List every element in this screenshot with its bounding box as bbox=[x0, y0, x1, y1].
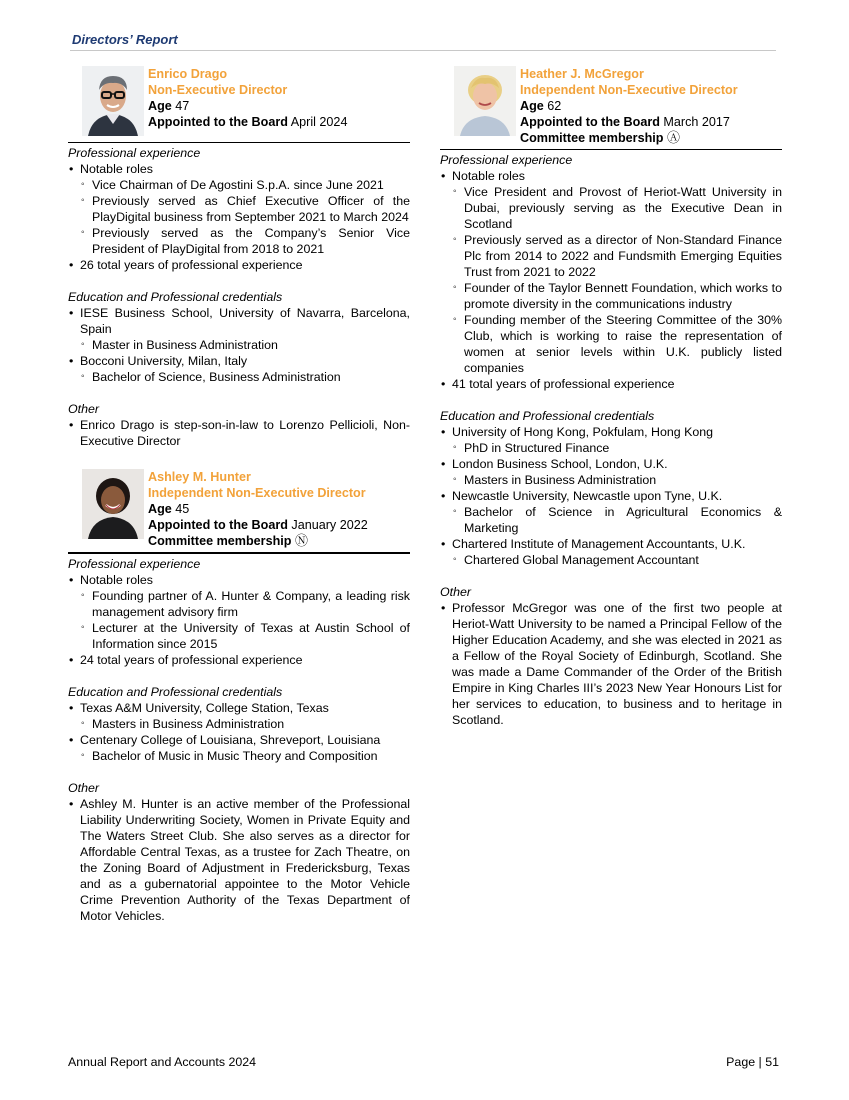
list-item: • Centenary College of Louisiana, Shreveport, Louisiana bbox=[68, 732, 410, 748]
list-item: • Bocconi University, Milan, Italy bbox=[68, 353, 410, 369]
list-item: ◦ PhD in Structured Finance bbox=[440, 440, 782, 456]
other-heading: Other bbox=[68, 780, 99, 795]
education-heading: Education and Professional credentials bbox=[68, 290, 283, 305]
list-item: • 26 total years of professional experience bbox=[68, 257, 410, 273]
list-item: ◦ Previously served as a director of Non-Standard Finance Plc from 2014 to 2022 and Fundsmith Emerging Equities Trust from 2021 to 2022 bbox=[440, 232, 782, 280]
director-role: Independent Non-Executive Director bbox=[148, 486, 366, 501]
left-column bbox=[68, 66, 410, 924]
list-item: ◦ Bachelor of Music in Music Theory and Composition bbox=[68, 748, 410, 764]
page-title: Directors’ Report bbox=[72, 32, 178, 47]
list-item: • IESE Business School, University of Navarra, Barcelona, Spain bbox=[68, 305, 410, 337]
list-item: • University of Hong Kong, Pokfulam, Hong Kong bbox=[440, 424, 782, 440]
list-item: • Newcastle University, Newcastle upon Tyne, U.K. bbox=[440, 488, 782, 504]
experience-heading: Professional experience bbox=[440, 153, 573, 168]
list-item: ◦ Masters in Business Administration bbox=[440, 472, 782, 488]
director-committee: Committee membership Ⓝ bbox=[148, 533, 308, 549]
list-item: • 24 total years of professional experience bbox=[68, 652, 410, 668]
list-item: • Notable roles bbox=[440, 168, 782, 184]
experience-list bbox=[68, 161, 410, 273]
director-age: Age 45 bbox=[148, 502, 190, 517]
section-rule bbox=[68, 142, 410, 143]
list-item: • 41 total years of professional experience bbox=[440, 376, 782, 392]
director-name: Heather J. McGregor bbox=[520, 67, 644, 81]
footer-page-number: Page | 51 bbox=[726, 1055, 779, 1069]
other-list bbox=[68, 796, 410, 924]
director-profile-mcgregor bbox=[440, 66, 782, 728]
list-item: ◦ Lecturer at the University of Texas at Austin School of Information since 2015 bbox=[68, 620, 410, 652]
list-item: ◦ Bachelor of Science, Business Administration bbox=[68, 369, 410, 385]
experience-list bbox=[68, 572, 410, 668]
director-committee: Committee membership Ⓐ bbox=[520, 130, 680, 145]
committee-badge: Ⓐ bbox=[666, 130, 680, 145]
education-list bbox=[68, 700, 410, 764]
director-profile-drago bbox=[68, 66, 410, 449]
education-list bbox=[440, 424, 782, 568]
committee-badge: Ⓝ bbox=[294, 533, 308, 549]
list-item: • Enrico Drago is step-son-in-law to Lorenzo Pellicioli, Non-Executive Director bbox=[68, 417, 410, 449]
education-heading: Education and Professional credentials bbox=[68, 684, 283, 699]
list-item: ◦ Previously served as the Company’s Senior Vice President of PlayDigital from 2018 to 2021 bbox=[68, 225, 410, 257]
other-list bbox=[440, 600, 782, 728]
footer-report-title: Annual Report and Accounts 2024 bbox=[68, 1055, 257, 1069]
list-item: ◦ Chartered Global Management Accountant bbox=[440, 552, 782, 568]
list-item: ◦ Vice President and Provost of Heriot-Watt University in Dubai, previously serving as the Executive Dean in Scotland bbox=[440, 184, 782, 232]
list-item: ◦ Founding partner of A. Hunter & Company, a leading risk management advisory firm bbox=[68, 588, 410, 620]
director-name: Enrico Drago bbox=[148, 67, 228, 81]
director-appointed: Appointed to the Board April 2024 bbox=[148, 115, 348, 129]
experience-list bbox=[440, 168, 782, 392]
list-item: • Notable roles bbox=[68, 161, 410, 177]
section-rule bbox=[440, 149, 782, 150]
list-item: • Notable roles bbox=[68, 572, 410, 588]
portrait-photo-drago bbox=[82, 66, 144, 136]
section-rule bbox=[68, 552, 410, 553]
director-role: Independent Non-Executive Director bbox=[520, 83, 738, 97]
header-divider bbox=[70, 50, 776, 51]
director-name: Ashley M. Hunter bbox=[148, 470, 251, 485]
education-heading: Education and Professional credentials bbox=[440, 409, 655, 424]
list-item: ◦ Founding member of the Steering Committee of the 30% Club, which is working to raise the representation of women at senior levels within U.K. publicly listed companies bbox=[440, 312, 782, 376]
director-profile-hunter bbox=[68, 469, 410, 923]
list-item: • Ashley M. Hunter is an active member of the Professional Liability Underwriting Society, Women in Private Equity and The Waters Street Club. She also serves as a director for Affordable Central Texas, as a trustee for Zach Theatre, on the Zoning Board of Adjustment in Fredericksburg, Texas and as a gubernatorial appointee to the Motor Vehicle Crime Prevention Authority of the Texas Department of Motor Vehicles. bbox=[68, 796, 410, 924]
list-item: • Chartered Institute of Management Accountants, U.K. bbox=[440, 536, 782, 552]
experience-heading: Professional experience bbox=[68, 146, 201, 161]
list-item: • Professor McGregor was one of the first two people at Heriot-Watt University to be named a Principal Fellow of the Higher Education Academy, and she was elected in 2021 as a Fellow of the Royal Society of Edinburgh, Scotland. She was made a Dame Commander of the Order of the British Empire in King Charles III’s 2023 New Year Honours List for her services to education, to business and to heritage in Scotland. bbox=[440, 600, 782, 728]
other-heading: Other bbox=[68, 402, 99, 417]
right-column bbox=[440, 66, 782, 728]
list-item: ◦ Bachelor of Science in Agricultural Economics & Marketing bbox=[440, 504, 782, 536]
director-appointed: Appointed to the Board March 2017 bbox=[520, 115, 730, 129]
other-list bbox=[68, 417, 410, 449]
list-item: ◦ Masters in Business Administration bbox=[68, 716, 410, 732]
list-item: ◦ Master in Business Administration bbox=[68, 337, 410, 353]
list-item: • London Business School, London, U.K. bbox=[440, 456, 782, 472]
director-appointed: Appointed to the Board January 2022 bbox=[148, 518, 368, 533]
director-age: Age 47 bbox=[148, 99, 190, 113]
portrait-photo-mcgregor bbox=[454, 66, 516, 136]
director-role: Non-Executive Director bbox=[148, 83, 288, 97]
list-item: ◦ Vice Chairman of De Agostini S.p.A. since June 2021 bbox=[68, 177, 410, 193]
other-heading: Other bbox=[440, 585, 471, 600]
education-list bbox=[68, 305, 410, 385]
list-item: ◦ Founder of the Taylor Bennett Foundation, which works to promote diversity in the communications industry bbox=[440, 280, 782, 312]
list-item: • Texas A&M University, College Station, Texas bbox=[68, 700, 410, 716]
director-age: Age 62 bbox=[520, 99, 562, 113]
list-item: ◦ Previously served as Chief Executive Officer of the PlayDigital business from September 2021 to March 2024 bbox=[68, 193, 410, 225]
portrait-photo-hunter bbox=[82, 469, 144, 539]
experience-heading: Professional experience bbox=[68, 556, 201, 571]
